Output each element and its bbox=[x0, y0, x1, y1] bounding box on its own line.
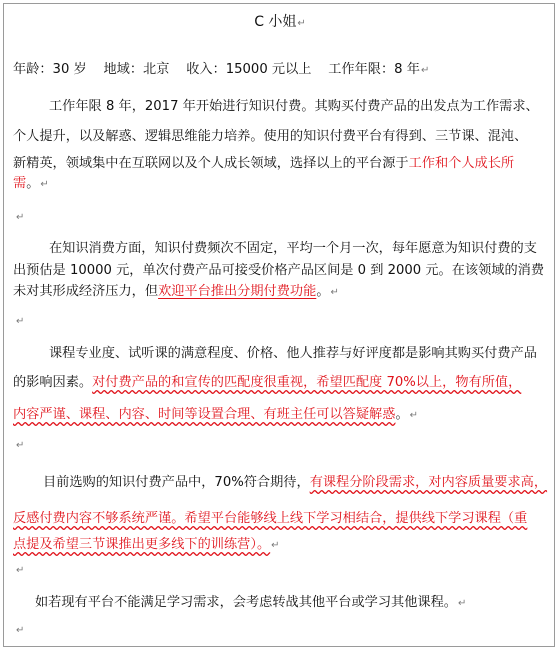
paragraph-4-line-3 bbox=[13, 536, 280, 555]
highlighted-text: 欢迎平台推出分期付费功能 bbox=[158, 284, 317, 299]
highlighted-text: 内容严谨、课程、内容、时间等设置合理、有班主任可以答疑解惑 bbox=[13, 407, 396, 422]
document-title bbox=[4, 13, 556, 33]
empty-paragraph-mark-icon: ↵ bbox=[16, 565, 25, 576]
body-text: 的影响因素。 bbox=[13, 375, 93, 390]
body-text: 如若现有平台不能满足学习需求，会考虑转战其他平台或学习其他课程。 bbox=[35, 595, 457, 610]
paragraph-mark-icon: ↵ bbox=[40, 179, 49, 190]
profile-text: 年龄：30 岁 地域：北京 收入：15000 元以上 工作年限：8 年 bbox=[13, 62, 420, 77]
paragraph-5-line-1 bbox=[35, 594, 466, 613]
body-text: 未对其形成经济压力，但 bbox=[13, 284, 159, 299]
title-text: C 小姐 bbox=[254, 14, 297, 30]
paragraph-2-line-3 bbox=[13, 283, 339, 302]
body-text: 。 bbox=[26, 176, 40, 191]
body-text: 新精英，领域集中在互联网以及个人成长领域，选择以上的平台源于 bbox=[13, 156, 409, 171]
body-text: 在知识消费方面，知识付费频次不固定，平均一个月一次，每年愿意为知识付费的支 bbox=[49, 241, 537, 256]
paragraph-3-line-1 bbox=[49, 345, 537, 363]
paragraph-3-line-2 bbox=[13, 374, 521, 392]
highlighted-text: 反感付费内容不够系统严谨。希望平台能够线上线下学习相结合，提供线下学习课程（重 bbox=[13, 511, 528, 526]
highlighted-text: 工作和个人成长所 bbox=[408, 156, 515, 171]
document-frame bbox=[3, 3, 555, 647]
paragraph-1-line-1 bbox=[49, 98, 539, 116]
paragraph-4-line-2 bbox=[13, 510, 527, 528]
paragraph-1-line-2 bbox=[13, 128, 527, 146]
paragraph-1-line-3 bbox=[13, 155, 514, 173]
paragraph-mark-icon: ↵ bbox=[458, 598, 467, 609]
profile-line bbox=[13, 61, 429, 80]
highlighted-text: 点提及希望三节课推出更多线下的训练营）。 bbox=[13, 537, 271, 552]
body-text: 出预估是 10000 元，单次付费产品可接受价格产品区间是 0 到 2000 元。在该领域的消费 bbox=[13, 263, 545, 278]
empty-paragraph-mark-icon: ↵ bbox=[16, 625, 25, 636]
paragraph-3-line-3 bbox=[13, 406, 418, 425]
highlighted-text: 有课程分阶段需求，对内容质量要求高， bbox=[309, 475, 548, 490]
paragraph-4-line-1 bbox=[43, 474, 547, 492]
empty-paragraph-mark-icon: ↵ bbox=[16, 440, 25, 451]
highlighted-text: 对付费产品的和宣传的匹配度很重视，希望匹配度 70%以上，物有所值， bbox=[92, 375, 522, 390]
highlighted-text: 需 bbox=[13, 176, 27, 191]
paragraph-2-line-1 bbox=[49, 240, 537, 258]
body-text: 。 bbox=[316, 284, 330, 299]
paragraph-1-line-4 bbox=[13, 175, 49, 194]
body-text: 工作年限 8 年，2017 年开始进行知识付费。其购买付费产品的出发点为工作需求、 bbox=[49, 99, 539, 114]
paragraph-mark-icon: ↵ bbox=[297, 18, 306, 29]
body-text: 目前选购的知识付费产品中，70%符合期待， bbox=[43, 475, 310, 490]
body-text: 个人提升，以及解惑、逻辑思维能力培养。使用的知识付费平台有得到、三节课、混沌、 bbox=[13, 129, 528, 144]
body-text: 课程专业度、试听课的满意程度、价格、他人推荐与好评度都是影响其购买付费产品 bbox=[49, 346, 537, 361]
body-text: 。 bbox=[395, 407, 409, 422]
empty-paragraph-mark-icon: ↵ bbox=[16, 316, 25, 327]
paragraph-mark-icon: ↵ bbox=[330, 287, 339, 298]
paragraph-mark-icon: ↵ bbox=[420, 65, 430, 76]
paragraph-mark-icon: ↵ bbox=[271, 540, 280, 551]
paragraph-2-line-2 bbox=[13, 262, 544, 280]
paragraph-mark-icon: ↵ bbox=[409, 410, 419, 421]
empty-paragraph-mark-icon: ↵ bbox=[16, 212, 25, 223]
